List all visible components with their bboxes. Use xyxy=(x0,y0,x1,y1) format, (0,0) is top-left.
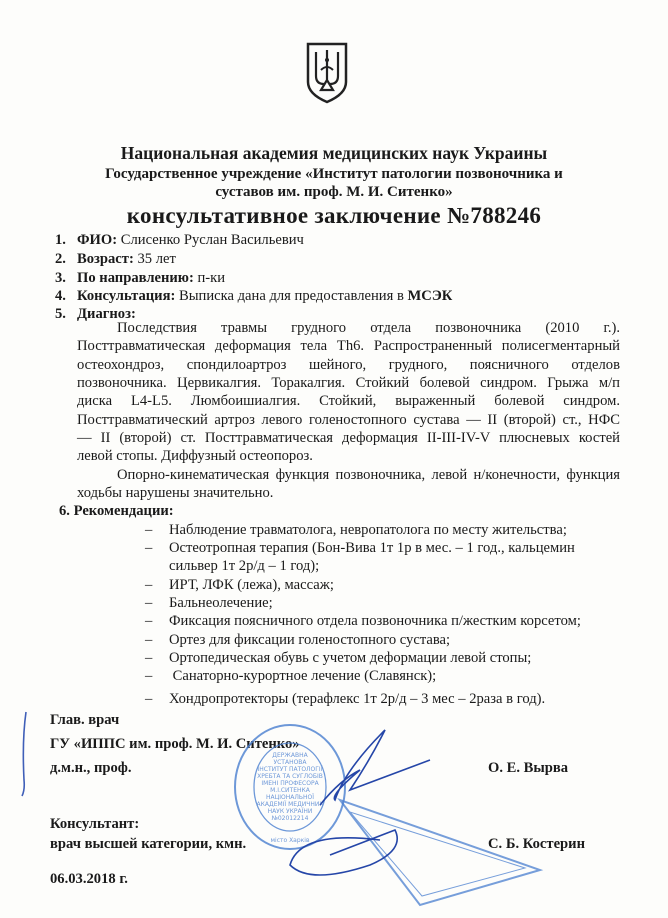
margin-signature-mark xyxy=(22,712,26,796)
diagnosis-line: позвоночника. Цервикалгия. Торакалгия. Стойкий болевой синдром. Грыжа м/п xyxy=(77,375,620,391)
list-item: – Бальнеолечение; xyxy=(145,595,273,611)
diagnosis-line: Посттравматический артроз левого голеностопного сустава — II (второй) ст., НФС xyxy=(77,412,620,428)
diagnosis-line: диска L4-L5. Люмбоишиалгия. Стойкий, выраженный болевой синдром. xyxy=(77,393,620,409)
coat-of-arms-trident-icon xyxy=(304,40,350,104)
svg-text:№02012214: №02012214 xyxy=(271,815,309,822)
svg-text:ІНСТИТУТ ПАТОЛОГІЇ: ІНСТИТУТ ПАТОЛОГІЇ xyxy=(257,766,323,773)
svg-text:АКАДЕМІЇ МЕДИЧНИХ: АКАДЕМІЇ МЕДИЧНИХ xyxy=(256,801,324,808)
diagnosis-line: левой стопы. Диффузный остеопороз. xyxy=(77,448,313,464)
list-item: – Ортез для фиксации голеностопного сустава; xyxy=(145,632,451,648)
svg-text:ДЕРЖАВНА: ДЕРЖАВНА xyxy=(272,752,308,759)
chief-signature xyxy=(320,730,430,805)
list-item: – Хондропротекторы (терафлекс 1т 2р/д – 3 мес – 2раза в год). xyxy=(145,691,546,707)
function-line: ходьбы нарушены значительно. xyxy=(77,485,274,501)
list-item: – Ортопедическая обувь с учетом деформации левой стопы; xyxy=(145,650,532,666)
diagnosis-line: — II (второй) ст. Посттравматическая деформация II-III-IV-V плюсневых костей xyxy=(77,430,620,446)
svg-text:УСТАНОВА: УСТАНОВА xyxy=(273,759,307,766)
chief-name: О. Е. Вырва xyxy=(488,760,569,776)
recommendations-heading: 6. Рекомендации: xyxy=(59,503,174,519)
field-diagnosis: 5. Диагноз: xyxy=(55,306,136,322)
list-item: – Наблюдение травматолога, невропатолога по месту жительства; xyxy=(145,522,567,538)
svg-text:М.І.СИТЕНКА: М.І.СИТЕНКА xyxy=(270,787,310,794)
svg-text:НАЦІОНАЛЬНОЇ: НАЦІОНАЛЬНОЇ xyxy=(265,794,315,801)
diagnosis-line: остеохондроз, спондилоартроз шейного, грудного, поясничного отделов xyxy=(77,357,620,373)
institution-name-line1: Государственное учреждение «Институт патологии позвоночника и xyxy=(105,166,563,182)
list-item: – ИРТ, ЛФК (лежа), массаж; xyxy=(145,577,334,593)
document-date: 06.03.2018 г. xyxy=(50,871,128,887)
consultant-title: Консультант: xyxy=(50,816,140,832)
list-item: – Остеотропная терапия (Бон-Вива 1т 1р в мес. – 1 год., кальцемин xyxy=(145,540,575,556)
field-name: 1. ФИО: Слисенко Руслан Васильевич xyxy=(55,232,304,248)
academy-name: Национальная академия медицинских наук Украины xyxy=(120,143,548,163)
chief-degree: д.м.н., проф. xyxy=(50,760,132,776)
svg-text:ХРЕБТА ТА СУГЛОБІВ: ХРЕБТА ТА СУГЛОБІВ xyxy=(257,773,323,780)
diagnosis-line: Последствия травмы грудного отдела позвоночника (2010 г.). xyxy=(117,320,620,336)
consultant-name: С. Б. Костерин xyxy=(488,836,585,852)
field-consultation: 4. Консультация: Выписка дана для предоставления в МСЭК xyxy=(55,288,453,304)
document-title: консультативное заключение №788246 xyxy=(126,203,542,228)
field-age: 2. Возраст: 35 лет xyxy=(55,251,176,267)
svg-text:НАУК УКРАЇНИ: НАУК УКРАЇНИ xyxy=(267,808,313,815)
field-referral: 3. По направлению: п-ки xyxy=(55,270,226,286)
list-item: – Фиксация поясничного отдела позвоночника п/жестким корсетом; xyxy=(145,613,581,629)
chief-title: Глав. врач xyxy=(50,712,120,728)
svg-text:місто Харків: місто Харків xyxy=(270,837,310,844)
institution-name-line2: суставов им. проф. М. И. Ситенко» xyxy=(215,184,453,200)
diagnosis-line: Посттравматическая деформация тела Th6. Распространенный полисегментарный xyxy=(77,338,620,354)
list-item: – Санаторно-курортное лечение (Славянск); xyxy=(145,668,437,684)
svg-text:ІМЕНІ ПРОФЕСОРА: ІМЕНІ ПРОФЕСОРА xyxy=(261,780,319,787)
function-line: Опорно-кинематическая функция позвоночника, левой н/конечности, функция xyxy=(117,467,620,483)
consultant-signature xyxy=(290,830,397,875)
chief-institution: ГУ «ИППС им. проф. М. И. Ситенко» xyxy=(50,736,300,752)
list-item-continuation: сильвер 1т 2р/д – 1 год); xyxy=(169,558,320,574)
consultant-category: врач высшей категории, кмн. xyxy=(50,836,247,852)
